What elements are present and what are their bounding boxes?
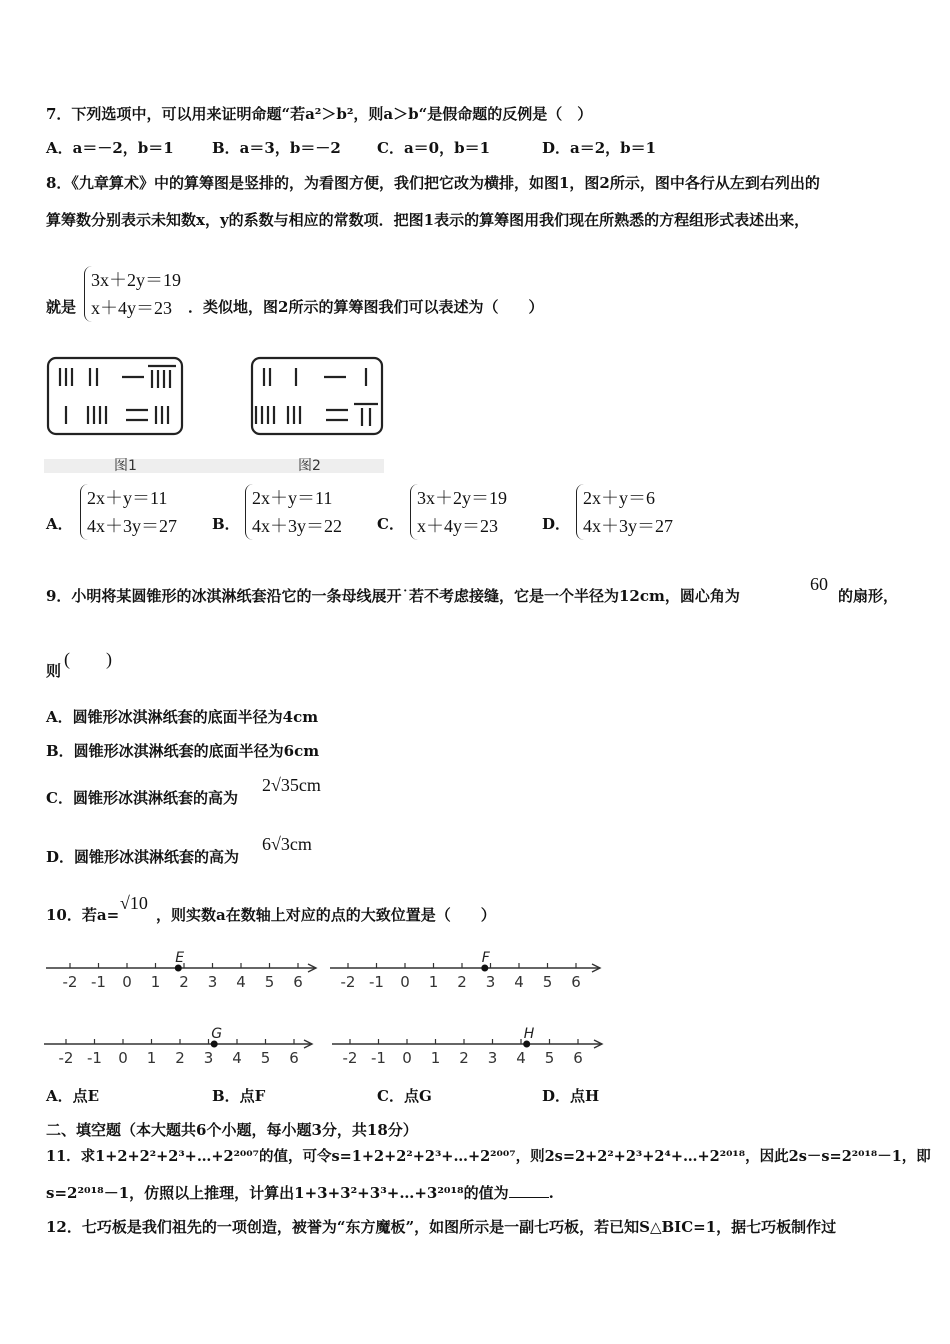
number-line-f bbox=[330, 950, 600, 991]
q8-option-c-label: C． bbox=[377, 515, 404, 533]
tick-label: 5 bbox=[264, 973, 275, 991]
section-2-heading: 二、填空题（本大题共6个小题，每小题3分，共18分） bbox=[46, 1121, 418, 1139]
tick-label: 2 bbox=[179, 973, 189, 991]
q10-stem-value: √10 bbox=[120, 893, 148, 913]
q8-option-c-eq2: x＋4y＝23 bbox=[417, 516, 498, 536]
q10-stem-a: 10．若a= bbox=[46, 906, 120, 924]
number-line-e bbox=[46, 950, 316, 991]
tick-label: 2 bbox=[457, 973, 467, 991]
q8-option-d-label: D． bbox=[542, 515, 571, 533]
tick-label: 3 bbox=[207, 973, 218, 991]
tick-label: 3 bbox=[487, 1049, 498, 1067]
q7-option-c: C．a＝0，b＝1 bbox=[377, 139, 491, 157]
point-label-h: H bbox=[523, 1026, 535, 1042]
point-label-e: E bbox=[175, 950, 185, 966]
figure-2-label: 图2 bbox=[298, 458, 321, 474]
q8-option-a-system bbox=[80, 484, 177, 540]
number-line-h bbox=[332, 1026, 602, 1067]
q9-angle: 60 bbox=[810, 574, 828, 594]
q9-option-d: D．圆锥形冰淇淋纸套的高为 bbox=[46, 848, 240, 866]
q10-stem-b: ，则实数a在数轴上对应的点的大致位置是（ ） bbox=[156, 906, 496, 924]
tick-label: 0 bbox=[400, 973, 410, 991]
q8-option-d-eq1: 2x＋y＝6 bbox=[583, 488, 655, 508]
tick-label: 3 bbox=[203, 1049, 214, 1067]
point-label-f: F bbox=[481, 950, 490, 966]
q8-lead: 就是 bbox=[46, 298, 77, 316]
q8-option-c-system bbox=[410, 484, 507, 540]
tick-label: 4 bbox=[232, 1049, 242, 1067]
q10-option-b: B．点F bbox=[212, 1087, 266, 1105]
tick-label: -1 bbox=[87, 1049, 102, 1067]
figure-1 bbox=[48, 358, 182, 434]
q9-stem-end: 的扇形， bbox=[838, 587, 899, 605]
q8-option-b-eq2: 4x＋3y＝22 bbox=[252, 516, 342, 536]
q8-option-c-eq1: 3x＋2y＝19 bbox=[417, 488, 507, 508]
q11-line2-text: s=2²⁰¹⁸－1，仿照以上推理，计算出1+3+3²+3³+…+3²⁰¹⁸的值为 bbox=[46, 1184, 509, 1202]
tick-label: 6 bbox=[573, 1049, 583, 1067]
q7-stem: 7．下列选项中，可以用来证明命题“若a²＞b²，则a＞b“是假命题的反例是（ ） bbox=[46, 105, 593, 123]
q7-option-d: D．a＝2，b＝1 bbox=[542, 139, 657, 157]
q9-answer-paren: ( ) bbox=[64, 649, 112, 669]
q8-system bbox=[84, 266, 181, 322]
tick-label: 1 bbox=[430, 1049, 441, 1067]
q8-tail: ．类似地，图2所示的算筹图我们可以表述为（ ） bbox=[188, 298, 544, 316]
tick-label: 4 bbox=[514, 973, 524, 991]
q8-option-d-eq2: 4x＋3y＝27 bbox=[583, 516, 673, 536]
q9-stem: 9．小明将某圆锥形的冰淇淋纸套沿它的一条母线展开˙若不考虑接缝，它是一个半径为12cm，圆心角为 bbox=[46, 587, 740, 605]
q8-system-eq2: x＋4y＝23 bbox=[91, 298, 172, 318]
q7-option-b: B．a＝3，b＝－2 bbox=[212, 139, 341, 157]
tick-label: 4 bbox=[236, 973, 246, 991]
figure-2 bbox=[252, 358, 382, 434]
q10-option-d: D．点H bbox=[542, 1087, 600, 1105]
q9-then: 则 bbox=[46, 662, 62, 680]
q8-option-a-eq2: 4x＋3y＝27 bbox=[87, 516, 177, 536]
tick-label: -1 bbox=[369, 973, 384, 991]
tick-label: 2 bbox=[459, 1049, 469, 1067]
q8-system-eq1: 3x＋2y＝19 bbox=[91, 270, 181, 290]
tick-label: 5 bbox=[542, 973, 553, 991]
number-line-g bbox=[44, 1026, 312, 1067]
q8-stem-line1: 8．《九章算术》中的算筹图是竖排的，为看图方便，我们把它改为横排，如图1，图2所示，图中各行从左到右列出的 bbox=[46, 174, 820, 192]
counting-rod-figures bbox=[44, 352, 386, 474]
q7-option-a: A．a＝－2，b＝1 bbox=[46, 139, 174, 157]
tick-label: 2 bbox=[175, 1049, 185, 1067]
tick-label: 6 bbox=[289, 1049, 299, 1067]
tick-label: 4 bbox=[516, 1049, 526, 1067]
tick-label: 6 bbox=[293, 973, 303, 991]
q11-answer-blank[interactable] bbox=[509, 1183, 549, 1198]
q10-option-c: C．点G bbox=[377, 1087, 432, 1105]
tick-label: -1 bbox=[371, 1049, 386, 1067]
tick-label: -2 bbox=[58, 1049, 74, 1067]
tick-label: 0 bbox=[118, 1049, 128, 1067]
q9-option-c: C．圆锥形冰淇淋纸套的高为 bbox=[46, 789, 238, 807]
tick-label: -1 bbox=[91, 973, 106, 991]
q8-stem-line2: 算筹数分别表示未知数x，y的系数与相应的常数项．把图1表示的算筹图用我们现在所熟悉的方程组形式表述出来， bbox=[46, 211, 810, 229]
tick-label: 1 bbox=[146, 1049, 157, 1067]
q9-option-d-value: 6√3cm bbox=[262, 834, 312, 854]
q8-option-a-eq1: 2x＋y＝11 bbox=[87, 488, 168, 508]
tick-label: 0 bbox=[122, 973, 132, 991]
q8-option-a-label: A． bbox=[46, 515, 73, 533]
q8-option-b-label: B． bbox=[212, 515, 240, 533]
tick-label: 3 bbox=[485, 973, 496, 991]
figure-1-label: 图1 bbox=[114, 458, 137, 474]
q8-option-d-system bbox=[576, 484, 673, 540]
number-lines bbox=[40, 940, 610, 1070]
tick-label: 0 bbox=[402, 1049, 412, 1067]
tick-label: 5 bbox=[260, 1049, 271, 1067]
tick-label: 1 bbox=[428, 973, 439, 991]
tick-label: 5 bbox=[544, 1049, 555, 1067]
q12-line1: 12．七巧板是我们祖先的一项创造，被誉为“东方魔板”，如图所示是一副七巧板，若已知S△BIC=1，据七巧板制作过 bbox=[46, 1218, 837, 1236]
tick-label: 6 bbox=[571, 973, 581, 991]
q9-option-c-value: 2√35cm bbox=[262, 775, 321, 795]
q11-line2 bbox=[46, 1182, 554, 1203]
tick-label: 1 bbox=[150, 973, 161, 991]
q10-option-a: A．点E bbox=[46, 1087, 100, 1105]
tick-label: -2 bbox=[62, 973, 78, 991]
q8-option-b-system bbox=[245, 484, 342, 540]
tick-label: -2 bbox=[342, 1049, 358, 1067]
q9-option-b: B．圆锥形冰淇淋纸套的底面半径为6cm bbox=[46, 742, 320, 760]
tick-label: -2 bbox=[340, 973, 356, 991]
q9-option-a: A．圆锥形冰淇淋纸套的底面半径为4cm bbox=[46, 708, 319, 726]
point-label-g: G bbox=[211, 1026, 223, 1042]
q8-option-b-eq1: 2x＋y＝11 bbox=[252, 488, 333, 508]
q11-line1: 11．求1+2+2²+2³+…+2²⁰⁰⁷的值，可令s=1+2+2²+2³+…+2²⁰⁰⁷，则2s=2+2²+2³+2⁴+…+2²⁰¹⁸，因此2s－s=2²⁰¹⁸－1，即 bbox=[46, 1148, 931, 1165]
q11-line2-end: . bbox=[548, 1184, 554, 1202]
